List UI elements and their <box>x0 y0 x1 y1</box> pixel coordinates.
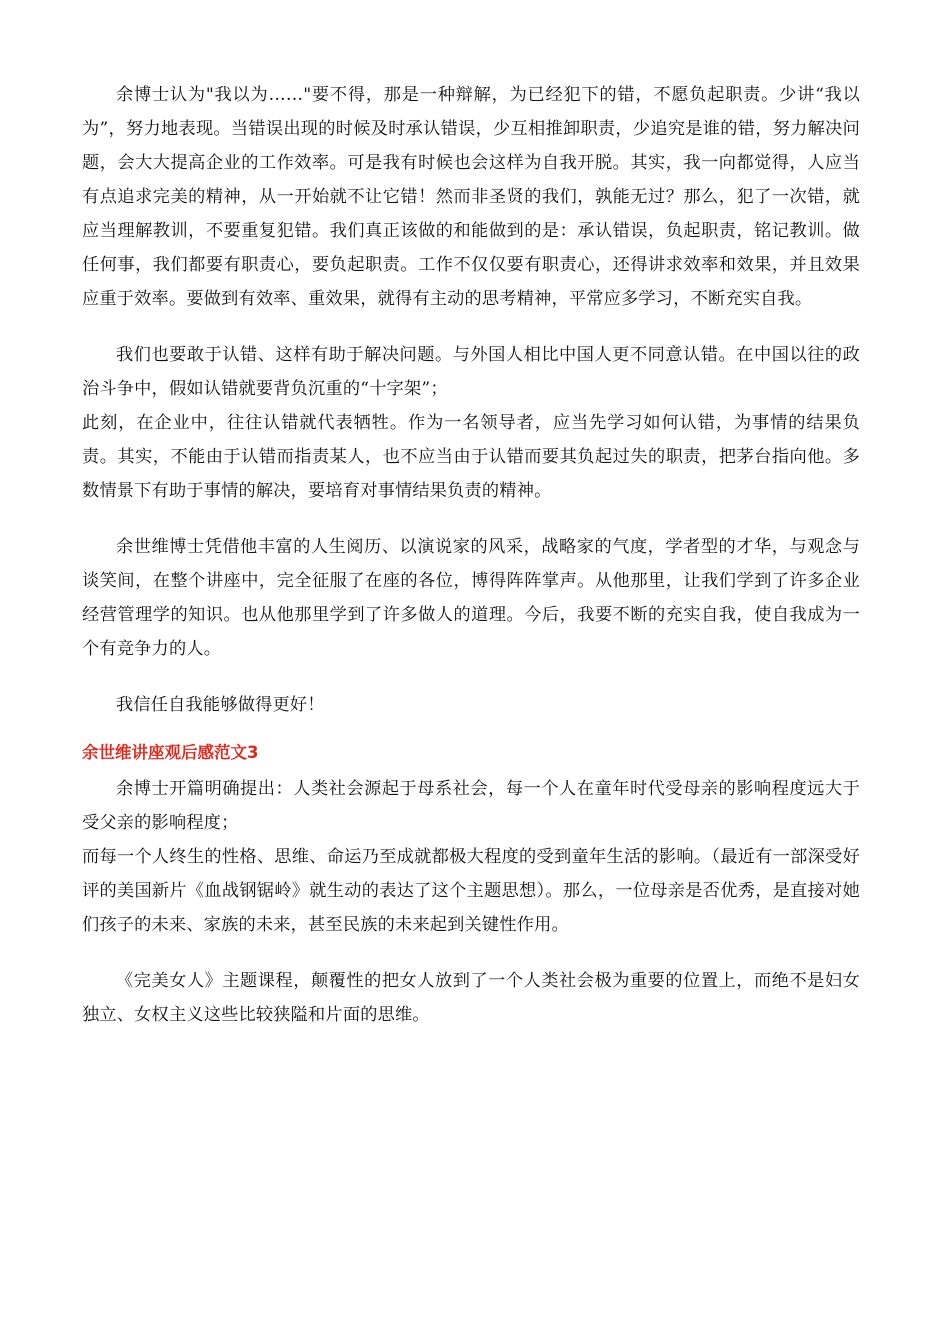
paragraph-confidence: 我信任自我能够做得更好！ <box>116 695 325 715</box>
document-page <box>82 78 860 1054</box>
paragraph-admit-mistakes-part1: 我们也要敢于认错、这样有助于解决问题。与外国人相比中国人更不同意认错。在中国以往的政治斗争中，假如认错就要背负沉重的“十字架”； <box>82 345 860 399</box>
paragraph-matriarchal-part2: 而每一个人终生的性格、思维、命运乃至成就都极大程度的受到童年生活的影响。（最近有一部深受好评的美国新片《血战钢锯岭》就生动的表达了这个主题思想）。那么，一位母亲是否优秀，是直接对她们孩子的未来、家族的未来，甚至民族的未来起到关键性作用。 <box>82 847 860 935</box>
paragraph-lecture-summary: 余世维博士凭借他丰富的人生阅历、以演说家的风采，战略家的气度，学者型的才华，与观念与谈笑间，在整个讲座中，完全征服了在座的各位，博得阵阵掌声。从他那里，让我们学到了许多企业经营管理学的知识。也从他那里学到了许多做人的道理。今后，我要不断的充实自我，使自我成为一个有竞争力的人。 <box>82 537 860 659</box>
paragraph-matriarchal-part1: 余博士开篇明确提出：人类社会源起于母系社会，每一个人在童年时代受母亲的影响程度远大于受父亲的影响程度； <box>82 779 860 833</box>
paragraph-admit-mistakes <box>82 338 860 508</box>
paragraph-admit-mistakes-part2: 此刻，在企业中，往往认错就代表牺牲。作为一名领导者，应当先学习如何认错，为事情的结果负责。其实，不能由于认错而指责某人，也不应当由于认错而要其负起过失的职责，把茅台指向他。多数情景下有助于事情的解决，要培育对事情结果负责的精神。 <box>82 413 860 501</box>
paragraph-perfect-woman: 《完美女人》主题课程，颠覆性的把女人放到了一个人类社会极为重要的位置上，而绝不是妇女独立、女权主义这些比较狭隘和片面的思维。 <box>82 971 860 1025</box>
paragraph-matriarchal <box>82 772 860 942</box>
paragraph-responsibility: 余博士认为"我以为……"要不得，那是一种辩解，为已经犯下的错，不愿负起职责。少讲“我以为”，努力地表现。当错误出现的时候及时承认错误，少互相推卸职责，少追究是谁的错，努力解决问题，会大大提高企业的工作效率。可是我有时候也会这样为自我开脱。其实，我一向都觉得，人应当有点追求完美的精神，从一开始就不让它错！然而非圣贤的我们，孰能无过？那么，犯了一次错，就应当理解教训，不要重复犯错。我们真正该做的和能做到的是：承认错误，负起职责，铭记教训。做任何事，我们都要有职责心，要负起职责。工作不仅仅要有职责心，还得讲求效率和效果，并且效果应重于效率。要做到有效率、重效果，就得有主动的思考精神，平常应多学习，不断充实自我。 <box>82 85 860 309</box>
section-heading: 余世维讲座观后感范文3 <box>82 743 259 762</box>
